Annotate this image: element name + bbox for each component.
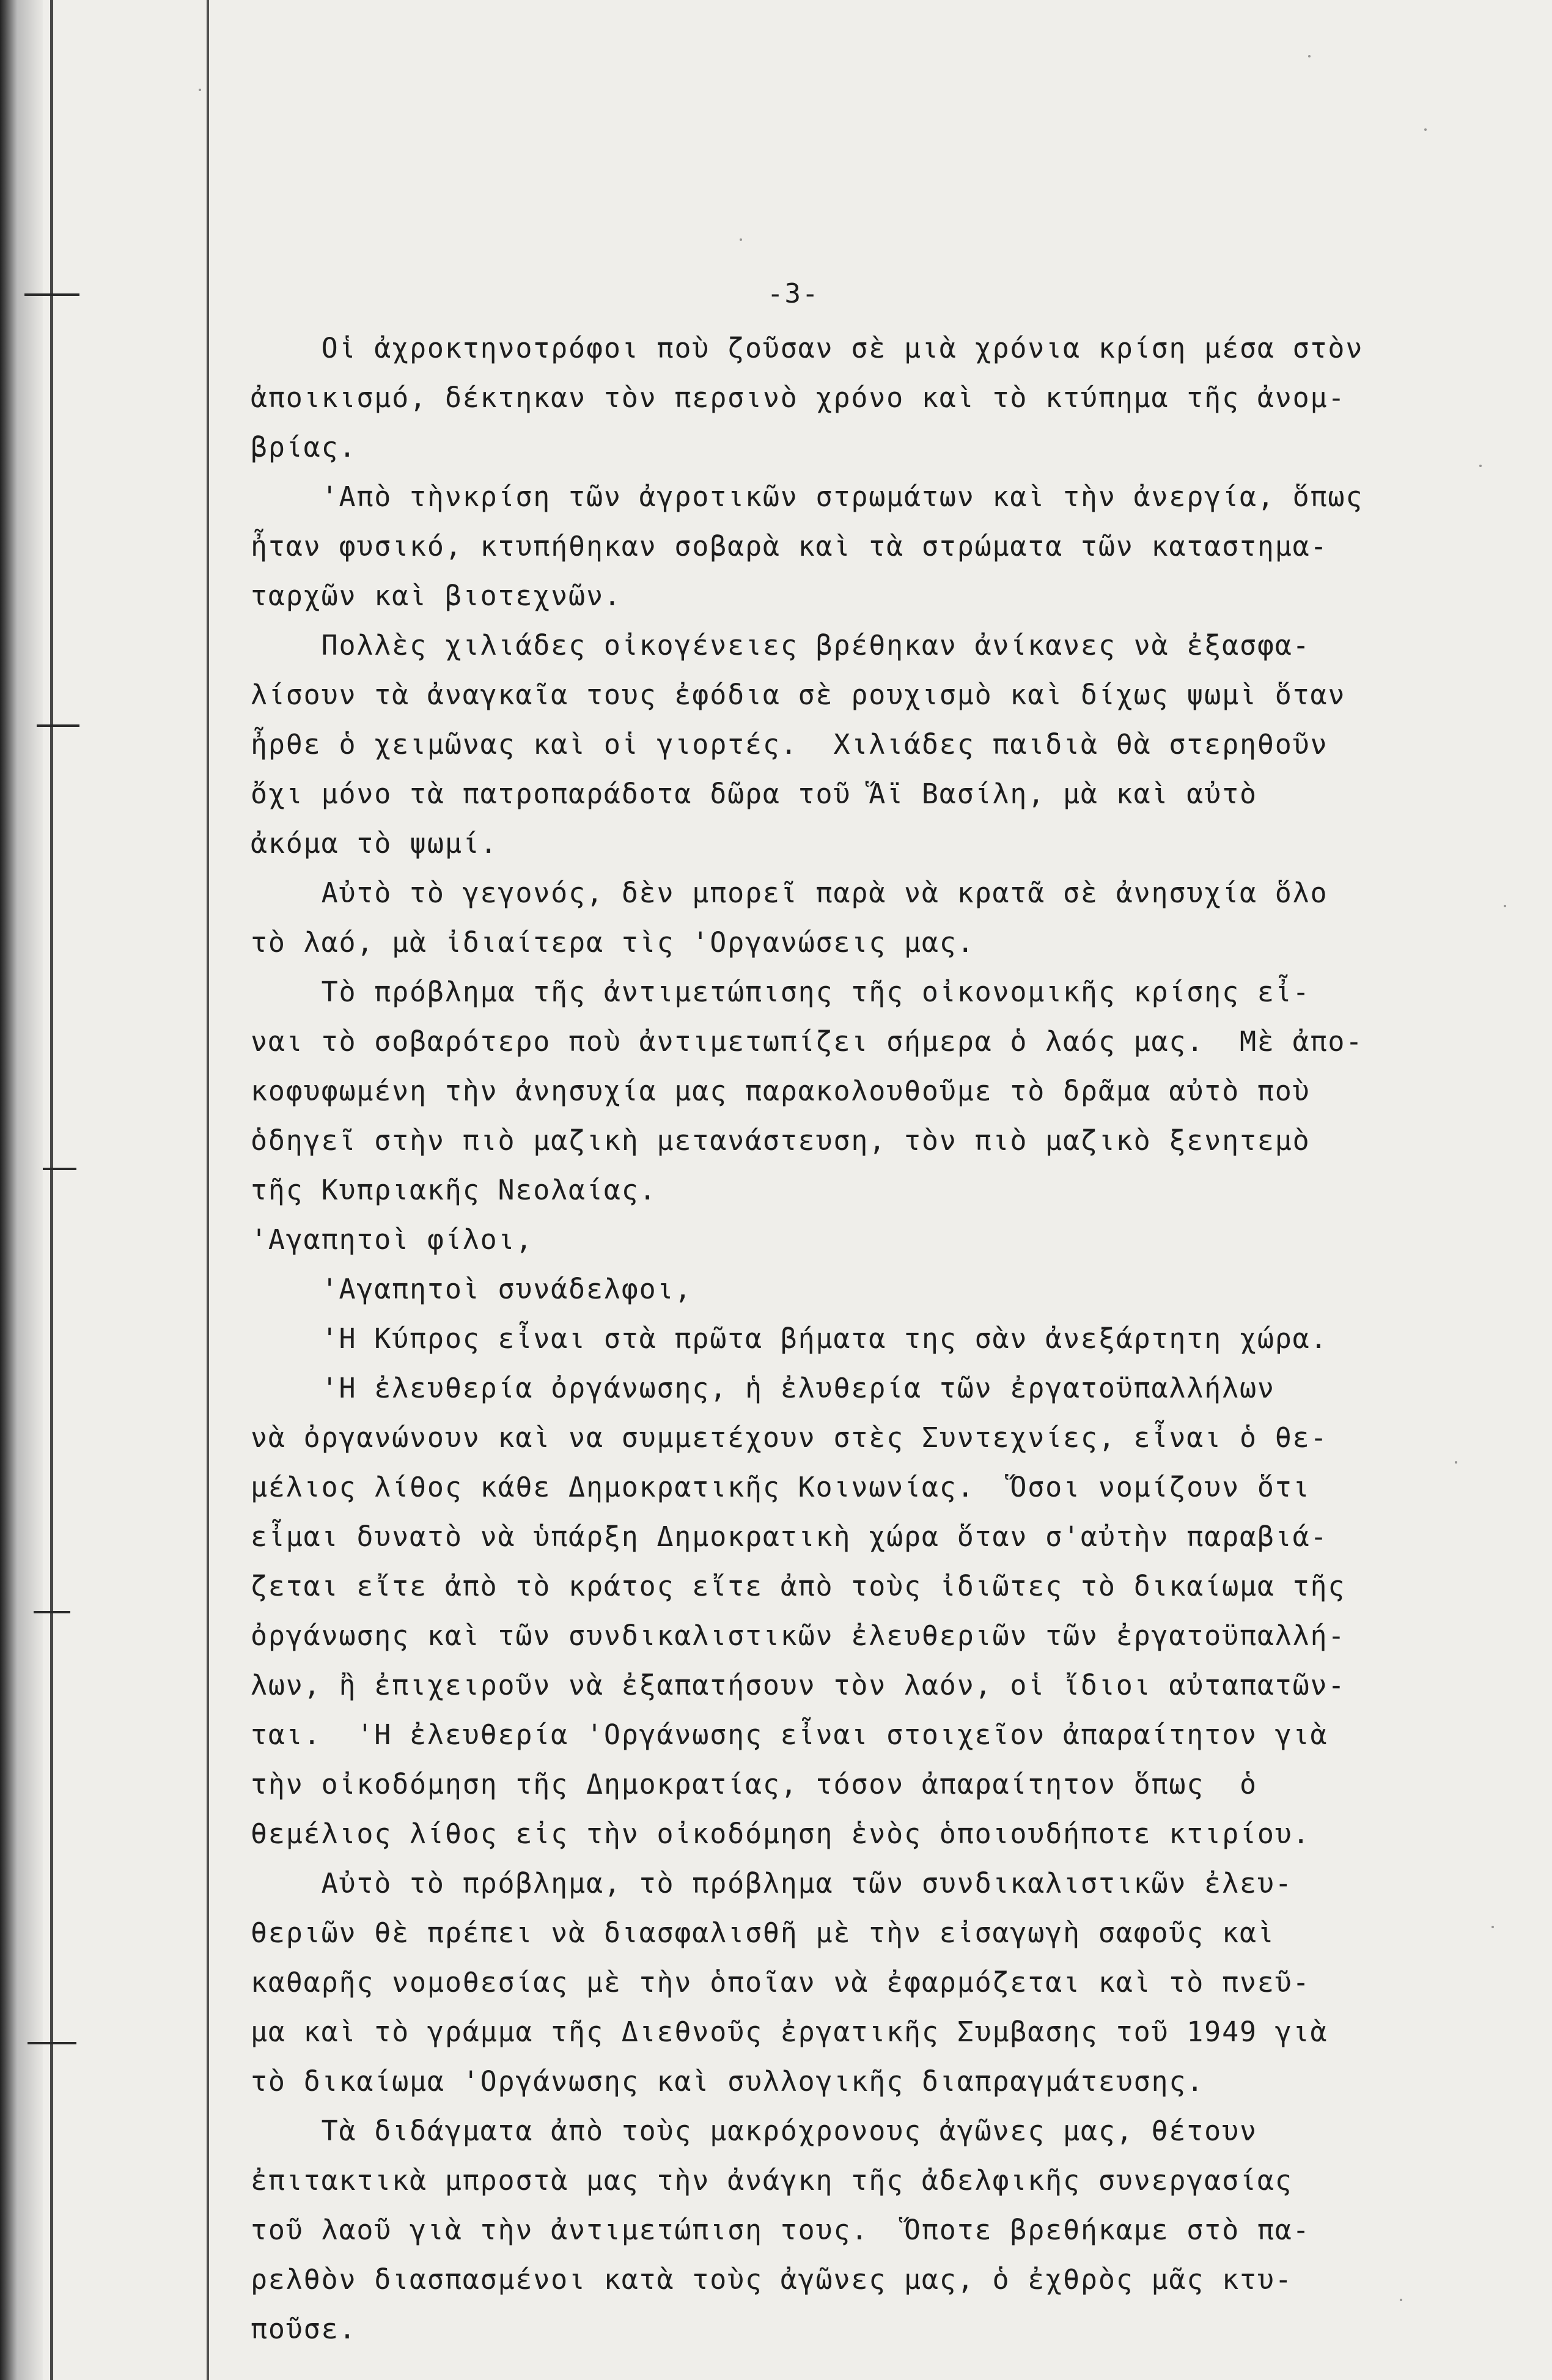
- text-line: Αὐτὸ τὸ πρόβλημα, τὸ πρόβλημα τῶν συνδικαλιστικῶν ἐλευ-: [251, 1867, 1293, 1899]
- binding-tick-mark: [24, 293, 79, 296]
- text-line: Τὸ πρόβλημα τῆς ἀντιμετώπισης τῆς οἰκονομικῆς κρίσης εἶ-: [251, 976, 1311, 1008]
- text-line: ἦρθε ὁ χειμῶνας καὶ οἱ γιορτές. Χιλιάδες παιδιὰ θὰ στερηθοῦν: [251, 728, 1328, 761]
- text-line: μέλιος λίθος κάθε Δημοκρατικῆς Κοινωνίας. Ὅσοι νομίζουν ὅτι: [251, 1471, 1311, 1503]
- binding-tick-mark: [28, 2042, 76, 2044]
- text-line: τοῦ λαοῦ γιὰ τὴν ἀντιμετώπιση τους. Ὅποτε βρεθήκαμε στὸ πα-: [251, 2214, 1311, 2246]
- text-line: ται. 'Η ἐλευθερία 'Οργάνωσης εἶναι στοιχεῖον ἀπαραίτητον γιὰ: [251, 1719, 1328, 1751]
- text-line: 'Η Κύπρος εἶναι στὰ πρῶτα βήματα της σὰν ἀνεξάρτητη χώρα.: [251, 1322, 1328, 1355]
- text-line: 'Η ἐλευθερία ὀργάνωσης, ἡ ἐλυθερία τῶν ἐργατοϋπαλλήλων: [251, 1372, 1275, 1404]
- text-line: ἐπιτακτικὰ μπροστὰ μας τὴν ἀνάγκη τῆς ἀδελφικῆς συνεργασίας: [251, 2164, 1293, 2197]
- scan-speck: [740, 238, 742, 241]
- text-line: Αὐτὸ τὸ γεγονός, δὲν μπορεῖ παρὰ νὰ κρατᾶ σὲ ἀνησυχία ὅλο: [251, 877, 1328, 909]
- binding-tick-mark: [34, 1611, 70, 1613]
- scan-speck: [199, 89, 201, 91]
- scan-speck: [1504, 905, 1506, 907]
- text-line: ναι τὸ σοβαρότερο ποὺ ἀντιμετωπίζει σήμερα ὁ λαός μας. Μὲ ἀπο-: [251, 1025, 1364, 1058]
- text-line: ἦταν φυσικό, κτυπήθηκαν σοβαρὰ καὶ τὰ στρώματα τῶν καταστημα-: [251, 530, 1328, 562]
- text-line: 'Απὸ τὴνκρίση τῶν ἀγροτικῶν στρωμάτων καὶ τὴν ἀνεργία, ὅπως: [251, 481, 1364, 513]
- scan-speck: [1424, 128, 1427, 131]
- text-line: τῆς Κυπριακῆς Νεολαίας.: [251, 1174, 657, 1206]
- scan-speck: [1455, 1461, 1457, 1464]
- binding-line-outer: [50, 0, 53, 2380]
- text-line: τὸ λαό, μὰ ἰδιαίτερα τὶς 'Οργανώσεις μας.: [251, 926, 975, 959]
- text-line: Τὰ διδάγματα ἀπὸ τοὺς μακρόχρονους ἀγῶνες μας, θέτουν: [251, 2115, 1257, 2147]
- text-line: βρίας.: [251, 431, 357, 463]
- text-line: ζεται εἴτε ἀπὸ τὸ κράτος εἴτε ἀπὸ τοὺς ἰδιῶτες τὸ δικαίωμα τῆς: [251, 1570, 1346, 1602]
- text-line: λίσουν τὰ ἀναγκαῖα τους ἐφόδια σὲ ρουχισμὸ καὶ δίχως ψωμὶ ὅταν: [251, 679, 1346, 711]
- text-line: ποῦσε.: [251, 2313, 357, 2345]
- binding-tick-mark: [43, 1168, 76, 1170]
- text-line: θεριῶν θὲ πρέπει νὰ διασφαλισθῆ μὲ τὴν εἰσαγωγὴ σαφοῦς καὶ: [251, 1917, 1275, 1949]
- scan-speck: [1479, 465, 1482, 467]
- text-line: ὀργάνωσης καὶ τῶν συνδικαλιστικῶν ἐλευθεριῶν τῶν ἐργατοϋπαλλή-: [251, 1619, 1346, 1652]
- text-line: ταρχῶν καὶ βιοτεχνῶν.: [251, 580, 622, 612]
- text-line: μα καὶ τὸ γράμμα τῆς Διεθνοῦς ἐργατικῆς Συμβασης τοῦ 1949 γιὰ: [251, 2016, 1328, 2048]
- text-line: ὁδηγεῖ στὴν πιὸ μαζικὴ μετανάστευση, τὸν πιὸ μαζικὸ ξενητεμὸ: [251, 1124, 1311, 1157]
- binding-line-inner: [207, 0, 209, 2380]
- text-line: ρελθὸν διασπασμένοι κατὰ τοὺς ἀγῶνες μας, ὁ ἐχθρὸς μᾶς κτυ-: [251, 2263, 1293, 2296]
- page-number: -3-: [767, 278, 820, 309]
- text-line: ἀκόμα τὸ ψωμί.: [251, 827, 498, 860]
- text-line: Πολλὲς χιλιάδες οἰκογένειες βρέθηκαν ἀνίκανες νὰ ἐξασφα-: [251, 629, 1311, 661]
- text-line: Οἱ ἀχροκτηνοτρόφοι ποὺ ζοῦσαν σὲ μιὰ χρόνια κρίση μέσα στὸν: [251, 332, 1364, 364]
- text-line: ὄχι μόνο τὰ πατροπαράδοτα δῶρα τοῦ Ἅϊ Βασίλη, μὰ καὶ αὐτὸ: [251, 778, 1257, 810]
- text-line: καθαρῆς νομοθεσίας μὲ τὴν ὁποῖαν νὰ ἐφαρμόζεται καὶ τὸ πνεῦ-: [251, 1966, 1311, 1999]
- text-line: λων, ἢ ἐπιχειροῦν νὰ ἐξαπατήσουν τὸν λαόν, οἱ ἴδιοι αὐταπατῶν-: [251, 1669, 1346, 1701]
- text-line: 'Αγαπητοὶ φίλοι,: [251, 1223, 534, 1256]
- scan-speck: [1400, 2299, 1402, 2301]
- text-line: εἶμαι δυνατὸ νὰ ὑπάρξη Δημοκρατικὴ χώρα ὅταν σ'αὐτὴν παραβιά-: [251, 1520, 1328, 1553]
- text-line: ἀποικισμό, δέκτηκαν τὸν περσινὸ χρόνο καὶ τὸ κτύπημα τῆς ἀνομ-: [251, 381, 1346, 414]
- text-line: τὸ δικαίωμα 'Οργάνωσης καὶ συλλογικῆς διαπραγμάτευσης.: [251, 2065, 1205, 2098]
- binding-edge-shadow: [0, 0, 43, 2380]
- scan-speck: [1308, 55, 1311, 57]
- binding-tick-mark: [37, 724, 79, 727]
- scan-speck: [1491, 1926, 1494, 1928]
- text-line: τὴν οἰκοδόμηση τῆς Δημοκρατίας, τόσον ἀπαραίτητον ὅπως ὁ: [251, 1768, 1257, 1800]
- text-line: θεμέλιος λίθος εἰς τὴν οἰκοδόμηση ἑνὸς ὁποιουδήποτε κτιρίου.: [251, 1818, 1311, 1850]
- text-line: 'Αγαπητοὶ συνάδελφοι,: [251, 1273, 693, 1305]
- text-line: νὰ ὀργανώνουν καὶ να συμμετέχουν στὲς Συντεχνίες, εἶναι ὁ θε-: [251, 1421, 1328, 1454]
- text-line: κοφυφωμένη τὴν ἀνησυχία μας παρακολουθοῦμε τὸ δρᾶμα αὐτὸ ποὺ: [251, 1075, 1311, 1107]
